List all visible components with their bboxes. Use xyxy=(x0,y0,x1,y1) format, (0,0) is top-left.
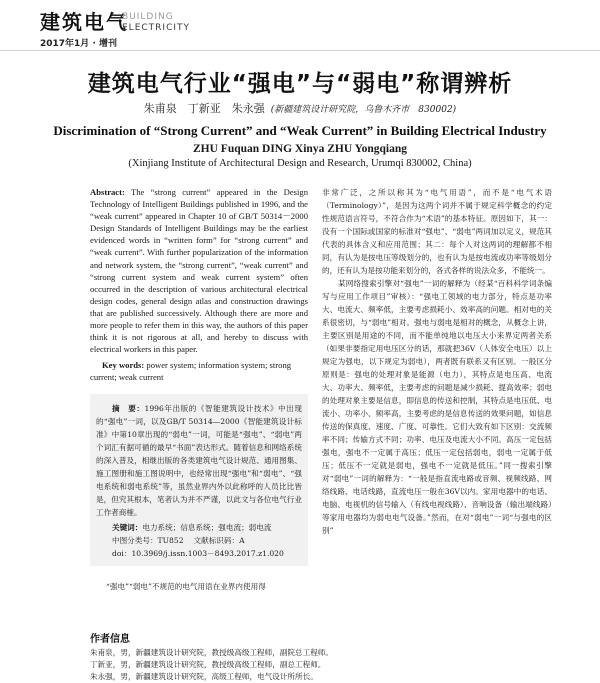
body-left-paragraph: “强电”“弱电”不规范的电气用语在业界内使用得 xyxy=(106,581,266,591)
author-info xyxy=(90,630,570,683)
abstract-cn-label: 摘 要： xyxy=(112,403,145,413)
abstract-en-text: The “strong current” appeared in the Design Technology of Intelligent Buildings published in 1996, and the “weak current” appeared in Chapter 10 of GB/T 50314－2000 Design Standards of Intelligent Buildings may be the earliest evidenced words in “written form” for “strong current” and “weak current”. With further popularization of the information and network system, the “strong current”, “weak current” and “strong current system and weak current system” often occurred in the description of various architectural electrical design codes, general design atlas and construction drawings that are published successively. Although there are more and more people to refer them in this way, the authors of this paper think it is not rigorous at all, and hereby to discuss with electrical workers in this paper. xyxy=(90,187,308,355)
article-title-en: Discrimination of “Strong Current” and “Weak Current” in Building Electrical Industry xyxy=(53,123,547,138)
abstract-en-label: Abstract: xyxy=(90,187,125,197)
journal-logo: 建筑电气 xyxy=(40,10,128,34)
journal-logo-english xyxy=(122,12,190,34)
author-info-line: 朱永强，男，新疆建筑设计研究院，高级工程师，电气设计所所长。 xyxy=(90,672,318,681)
masthead xyxy=(0,0,600,56)
authors-en: ZHU Fuquan DING Xinya ZHU Yongqiang xyxy=(193,143,407,155)
body-paragraph-1: 非常广泛，之所以称其为“电气用语”，而不是“电气术语（Terminology）”，是因为这两个词并不属于规定科学概念的约定性规范语言符号，不符合作为“术语”的基本特征。原因如下，其一：没有一个国际或国家的标准对“强电”、“弱电”两词加以定义，规范其代表的具体含义和应用范围；其二：每个人对这两词的理解都不相同，有认为是按电压等级划分的，也有认为是按电流或功率等级划分的，还有认为是按功能来划分的，各式各样的说法众多，不能统一。 xyxy=(322,188,552,275)
author-info-line: 丁新亚，男，新疆建筑设计研究院，教授级高级工程师，副总工程师。 xyxy=(90,660,326,669)
classification-row xyxy=(96,534,302,547)
keywords-cn-label: 关键词： xyxy=(112,522,143,532)
keywords-cn-text: 电力系统；信息系统；强电流；弱电流 xyxy=(142,522,272,532)
keywords-en xyxy=(90,359,308,383)
authors-cn xyxy=(0,100,600,116)
author-info-title: 作者信息 xyxy=(90,634,130,645)
masthead-divider xyxy=(0,50,600,51)
abstract-cn-text: 1996年出版的《智能建筑设计技术》中出现的“强电”一词，以及GB/T 50314—2000《智能建筑设计标准》中第10章出现的“弱电”一词，可能是“强电”、“弱电”两个词汇有据可循的最早“书面”表达形式。随着信息和网络系统的深入普及，相继出版的各类建筑电气设计规范、通用图集、施工图册和施工图说明中，也经常出现“强电”和“弱电”、“强电系统和弱电系统”等，虽然业界内外以此称呼的人员比比皆是，但究其根本，笔者认为并不严谨，以此文与各位电气行业工作者商榷。 xyxy=(96,403,303,517)
document-code: 文献标识码：A xyxy=(193,535,245,545)
affiliation-cn: (新疆建筑设计研究院，乌鲁木齐市 830002) xyxy=(270,105,457,115)
author-info-line: 朱甫泉，男，新疆建筑设计研究院，教授级高级工程师，副院总工程师。 xyxy=(90,648,333,657)
doi-row xyxy=(96,547,302,560)
abstract-en xyxy=(90,186,308,355)
keywords-en-text: power system; information system; strong current; weak current xyxy=(90,360,292,383)
keywords-en-label: Key words: xyxy=(102,360,145,371)
left-column xyxy=(90,186,308,593)
affiliation-en: (Xinjiang Institute of Architectural Design and Research, Urumqi 830002, China) xyxy=(128,158,472,169)
clc-number: 中图分类号：TU852 xyxy=(112,535,184,545)
article-title-cn: 建筑电气行业“强电”与“弱电”称谓辨析 xyxy=(87,71,513,97)
logo-en-line-2: ELECTRICITY xyxy=(122,23,191,33)
abstract-cn-box xyxy=(90,394,308,566)
logo-en-line-1: BUILDING xyxy=(122,12,174,22)
body-paragraph-2: 某网络搜索引擎对“强电”一词的解释为（经某“百科科学词条编写与应用工作项目”审核）：“强电工领域的电力部分，特点是功率大、电流大、频率低，主要考虑损耗小、效率高的问题。相对电的关系很密切，与“弱电”相对。强电与弱电是相对的概念，从概念上讲，主要区别是用途的不同，而不能单纯地以电压大小来界定两者关系（如果非要指定用电压区分的话，那就把36V（人体安全电压）以上规定为强电，以下规定为弱电），两者既有联系又有区别。一般区分原则是：强电的处理对象是能源（电力），其特点是电压高、电流大、功率大、频率低，主要考虑的问题是减少损耗、提高效率；弱电的处理对象主要是信息，即信息的传送和控制，其特点是电压低、电流小、功率小、频率高，主要考虑的是信息传送的效果问题，如信息传送的保真度、速度、广度、可靠性。它们大致有如下区别：交流频率不同；传输方式不同；功率、电压及电流大小不同。高压一定包括强电，强电不一定属于高压；低压一定包括弱电，弱电一定属于低压；低压不一定就是弱电，强电不一定就是低压。”同一搜索引擎对“弱电”一词的解释为：“一般是指直流电路或音频、视频线路、网络线路、电话线路，直流电压一般在36V以内。家用电器中的电话、电脑、电视机的信号输入（有线电视线路）、音响设备（输出端线路）等家用电器均为弱电电气设备。”然而，在对“弱电”一词“与强电的区别” xyxy=(322,279,552,535)
author-names-cn: 朱甫泉 丁新亚 朱永强 xyxy=(143,102,265,115)
issue-label: 2017年1月 · 增刊 xyxy=(40,39,117,49)
doi: doi：10.3969/j.issn.1003－8493.2017.z1.020 xyxy=(112,548,284,558)
abstract-cn xyxy=(96,402,302,519)
keywords-cn xyxy=(96,521,302,534)
right-column xyxy=(322,186,552,537)
